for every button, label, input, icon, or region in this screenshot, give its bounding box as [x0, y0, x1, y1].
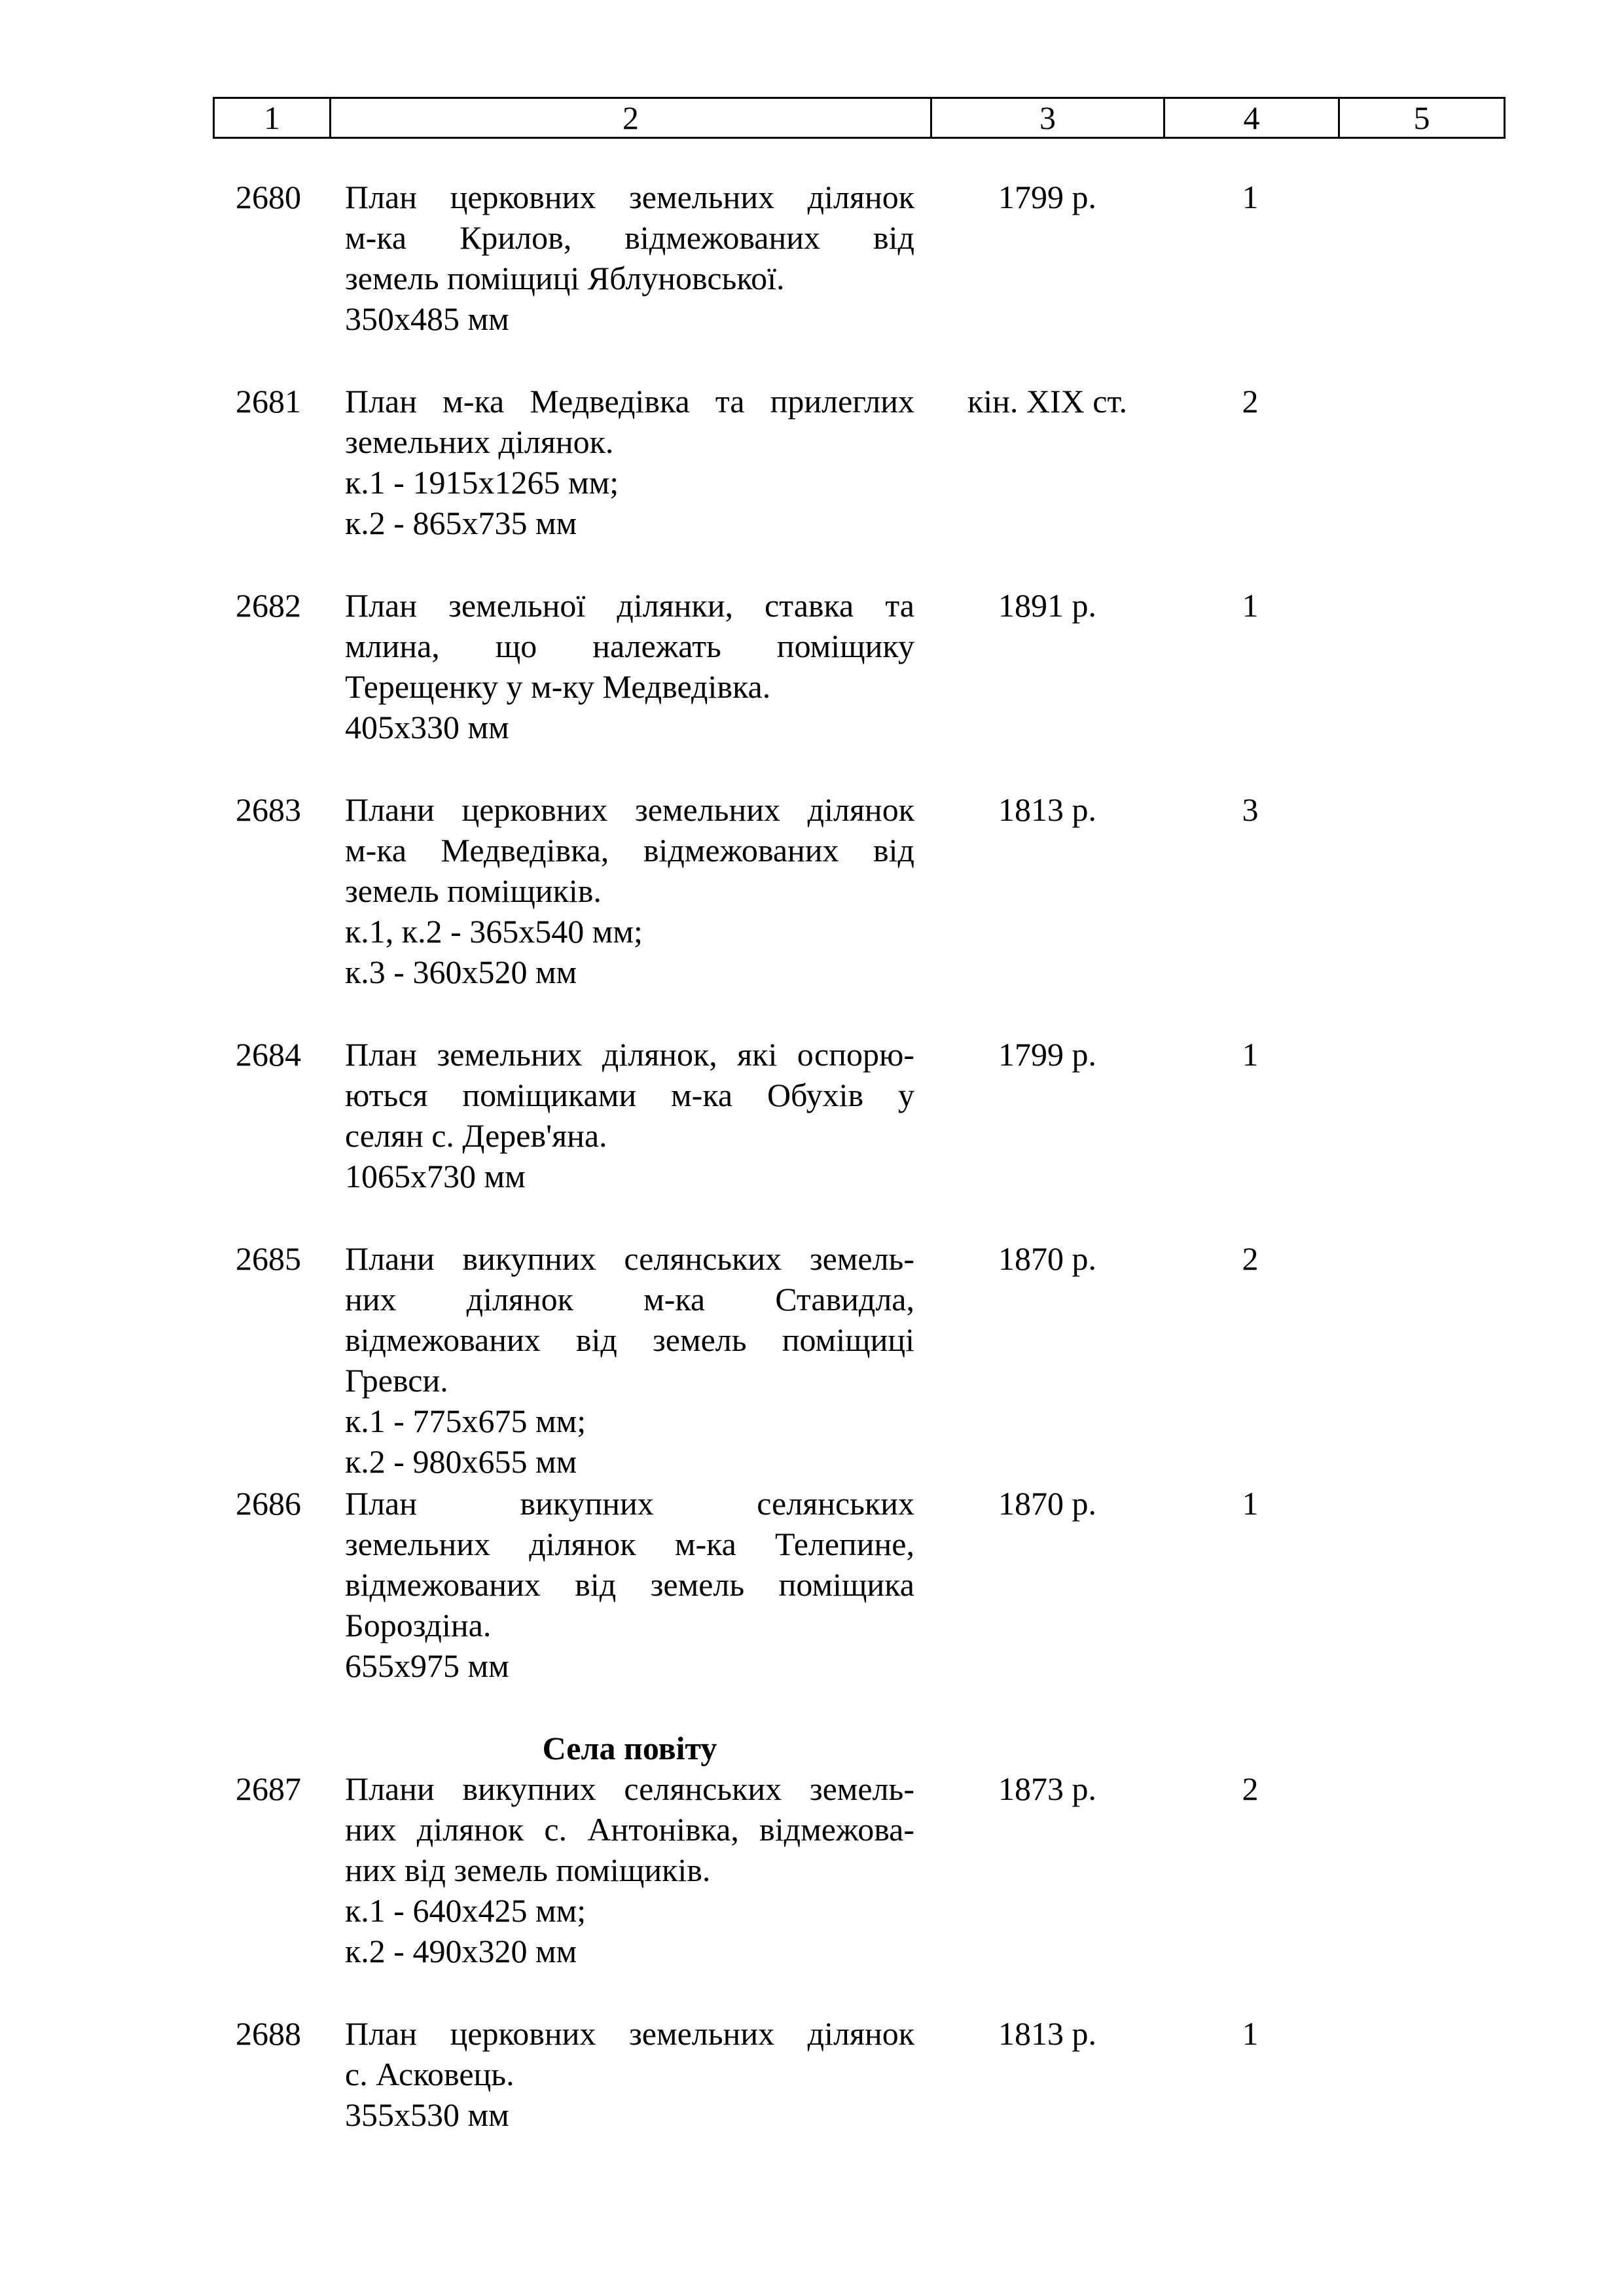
- description-line: Бороздіна.: [345, 1607, 492, 1643]
- description-line: відмежованих від земель поміщика: [345, 1566, 914, 1603]
- column-number-2: 2: [331, 99, 932, 137]
- entry-number: 2680: [236, 179, 301, 215]
- entry-number: 2681: [236, 383, 301, 420]
- description-line: Плани викупних селянських земель-: [345, 1770, 914, 1807]
- entry-description: [345, 1768, 914, 1971]
- description-line: млина, що належать поміщику: [345, 628, 914, 664]
- entry-quantity: 2: [1242, 383, 1259, 420]
- entry-number: 2688: [236, 2015, 301, 2052]
- description-line: 655х975 мм: [345, 1647, 509, 1684]
- description-line: м-ка Крилов, відмежованих від: [345, 219, 914, 256]
- description-line: к.2 - 980х655 мм: [345, 1443, 577, 1480]
- entry-date: кін. XIX ст.: [967, 383, 1128, 420]
- description-line: відмежованих від земель поміщиці: [345, 1321, 914, 1358]
- entry-description: [345, 1483, 914, 1686]
- description-line: Плани викупних селянських земель-: [345, 1240, 914, 1277]
- entry-quantity: 1: [1242, 1036, 1259, 1073]
- entry-quantity: 1: [1242, 587, 1259, 624]
- entry-number: 2683: [236, 791, 301, 828]
- entry-description: [345, 1034, 914, 1196]
- description-line: Терещенку у м-ку Медведівка.: [345, 668, 771, 705]
- description-line: 1065х730 мм: [345, 1158, 526, 1194]
- section-heading: Села повіту: [542, 1730, 717, 1767]
- entry-quantity: 1: [1242, 179, 1259, 215]
- description-line: Плани церковних земельних ділянок: [345, 791, 914, 828]
- description-line: с. Асковець.: [345, 2056, 514, 2092]
- description-line: План церковних земельних ділянок: [345, 179, 914, 215]
- entry-description: [345, 177, 914, 339]
- description-line: План викупних селянських: [345, 1485, 914, 1522]
- entry-description: [345, 381, 914, 543]
- entry-quantity: 1: [1242, 1485, 1259, 1522]
- description-line: 350х485 мм: [345, 300, 509, 337]
- entry-date: 1873 р.: [998, 1770, 1096, 1807]
- description-line: земель поміщиці Яблуновської.: [345, 260, 785, 296]
- entry-date: 1870 р.: [998, 1240, 1096, 1277]
- entry-date: 1870 р.: [998, 1485, 1096, 1522]
- entry-number: 2684: [236, 1036, 301, 1073]
- entry-quantity: 2: [1242, 1240, 1259, 1277]
- description-line: земельних ділянок.: [345, 423, 614, 460]
- entry-number: 2687: [236, 1770, 301, 1807]
- description-line: земельних ділянок м-ка Телепине,: [345, 1526, 914, 1562]
- description-line: селян с. Дерев'яна.: [345, 1117, 607, 1154]
- entry-description: [345, 2013, 914, 2135]
- entry-quantity: 1: [1242, 2015, 1259, 2052]
- description-line: 355х530 мм: [345, 2096, 509, 2133]
- column-number-4: 4: [1165, 99, 1340, 137]
- entry-description: [345, 789, 914, 992]
- description-line: План церковних земельних ділянок: [345, 2015, 914, 2052]
- entry-number: 2686: [236, 1485, 301, 1522]
- column-number-5: 5: [1413, 99, 1430, 136]
- description-line: ються поміщиками м-ка Обухів у: [345, 1077, 914, 1113]
- entry-number: 2685: [236, 1240, 301, 1277]
- entry-date: 1891 р.: [998, 587, 1096, 624]
- description-line: к.1 - 640х425 мм;: [345, 1892, 586, 1929]
- entry-date: 1799 р.: [998, 179, 1096, 215]
- description-line: к.3 - 360х520 мм: [345, 954, 577, 990]
- description-line: к.1 - 1915х1265 мм;: [345, 464, 619, 501]
- description-line: План м-ка Медведівка та прилеглих: [345, 383, 914, 420]
- description-line: к.2 - 490х320 мм: [345, 1933, 577, 1969]
- column-number-1: 1: [215, 99, 331, 137]
- column-number-header: [213, 97, 1506, 139]
- entry-date: 1813 р.: [998, 791, 1096, 828]
- entry-description: [345, 1238, 914, 1482]
- description-line: них від земель поміщиків.: [345, 1852, 711, 1888]
- description-line: План земельної ділянки, ставка та: [345, 587, 914, 624]
- description-line: к.1 - 775х675 мм;: [345, 1403, 586, 1439]
- column-number-3: 3: [932, 99, 1165, 137]
- description-line: План земельних ділянок, які оспорю-: [345, 1036, 914, 1073]
- entry-quantity: 2: [1242, 1770, 1259, 1807]
- entry-date: 1799 р.: [998, 1036, 1096, 1073]
- entry-quantity: 3: [1242, 791, 1259, 828]
- description-line: к.2 - 865х735 мм: [345, 505, 577, 541]
- description-line: них ділянок м-ка Ставидла,: [345, 1281, 914, 1318]
- description-line: Гревси.: [345, 1362, 448, 1399]
- entry-description: [345, 585, 914, 747]
- description-line: к.1, к.2 - 365х540 мм;: [345, 913, 643, 950]
- description-line: земель поміщиків.: [345, 872, 602, 909]
- entry-number: 2682: [236, 587, 301, 624]
- description-line: них ділянок с. Антонівка, відмежова-: [345, 1811, 914, 1848]
- entry-date: 1813 р.: [998, 2015, 1096, 2052]
- description-line: 405х330 мм: [345, 709, 509, 745]
- description-line: м-ка Медведівка, відмежованих від: [345, 832, 914, 869]
